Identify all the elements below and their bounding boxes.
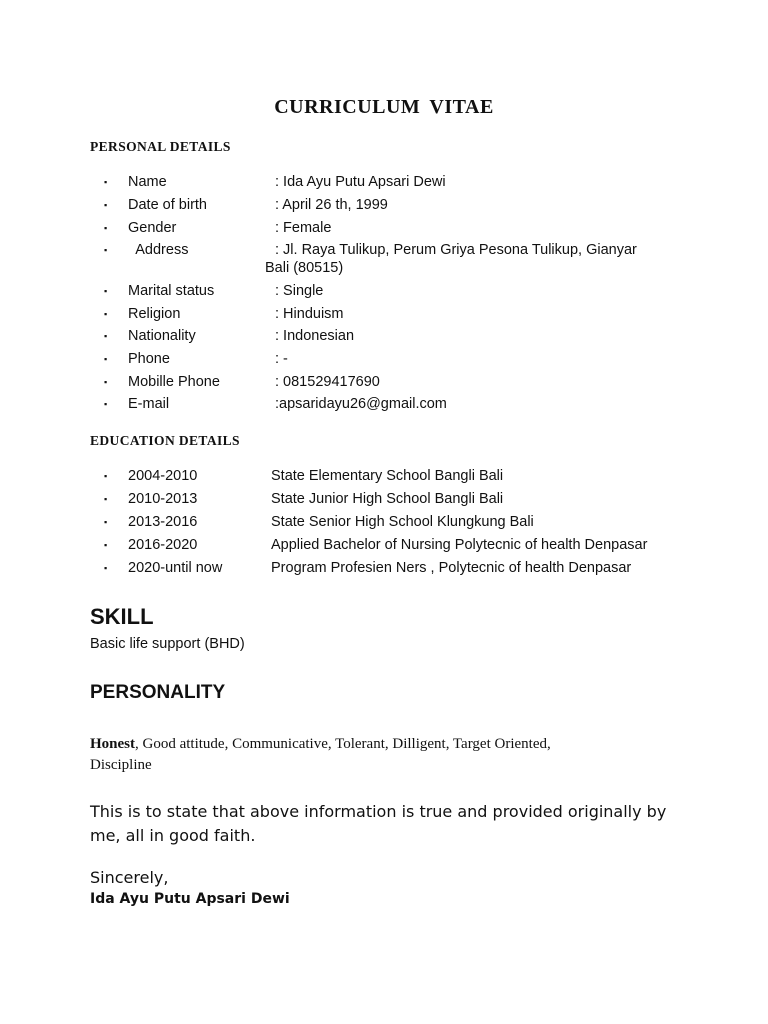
- personal-item-address: [0, 242, 768, 282]
- bullet-icon: ▪: [104, 200, 108, 210]
- personality-line1: , Good attitude, Communicative, Tolerant, Dilligent, Target Oriented,: [135, 736, 551, 752]
- item-label: E-mail: [128, 396, 170, 412]
- item-label: Phone: [128, 351, 170, 367]
- bullet-icon: ▪: [104, 540, 108, 550]
- item-value: : Ida Ayu Putu Apsari Dewi: [275, 174, 446, 190]
- education-years: 2010-2013: [128, 491, 198, 507]
- personal-item-phone: [0, 351, 768, 371]
- education-school: Program Profesien Ners , Polytecnic of health Denpasar: [271, 560, 632, 576]
- education-school: State Elementary School Bangli Bali: [271, 468, 504, 484]
- bullet-icon: ▪: [104, 399, 108, 409]
- bullet-icon: ▪: [104, 309, 108, 319]
- personal-item-mobile: [0, 374, 768, 394]
- item-value: : Female: [275, 220, 332, 236]
- skill-heading: SKILL: [90, 604, 154, 629]
- statement-line2: me, all in good faith.: [90, 826, 256, 845]
- item-label: Marital status: [128, 283, 215, 299]
- document-title: CURRICULUM VITAE: [274, 96, 494, 118]
- personal-item-nationality: [0, 328, 768, 348]
- bullet-icon: ▪: [104, 286, 108, 296]
- item-value: : April 26 th, 1999: [275, 197, 388, 213]
- item-label: Address: [128, 242, 189, 258]
- bullet-icon: ▪: [104, 223, 108, 233]
- personal-item-marital: [0, 283, 768, 303]
- item-value: : Indonesian: [275, 328, 355, 344]
- personal-item-religion: [0, 306, 768, 326]
- education-item: [0, 491, 768, 511]
- item-value: : -: [275, 351, 288, 367]
- item-label: Mobille Phone: [128, 374, 220, 390]
- education-school: Applied Bachelor of Nursing Polytecnic of health Denpasar: [271, 537, 648, 553]
- personal-item-email: [0, 396, 768, 416]
- education-school: State Senior High School Klungkung Bali: [271, 514, 534, 530]
- declaration-statement: [90, 800, 666, 848]
- education-item: [0, 514, 768, 534]
- education-item: [0, 560, 768, 580]
- bullet-icon: ▪: [104, 377, 108, 387]
- bullet-icon: ▪: [104, 471, 108, 481]
- personality-text: [90, 734, 551, 776]
- signature-name: Ida Ayu Putu Apsari Dewi: [90, 891, 290, 907]
- personal-item-dob: [0, 197, 768, 217]
- education-item: [0, 468, 768, 488]
- bullet-icon: ▪: [104, 517, 108, 527]
- bullet-icon: ▪: [104, 177, 108, 187]
- education-details-heading: EDUCATION DETAILS: [90, 433, 240, 448]
- personality-line2: Discipline: [90, 757, 152, 773]
- item-value: : Single: [275, 283, 324, 299]
- item-value: :apsaridayu26@gmail.com: [275, 396, 447, 412]
- education-years: 2020-until now: [128, 560, 223, 576]
- item-label: Name: [128, 174, 167, 190]
- item-value: : Hinduism: [275, 306, 344, 322]
- bullet-icon: ▪: [104, 354, 108, 364]
- education-years: 2004-2010: [128, 468, 198, 484]
- education-years: 2016-2020: [128, 537, 198, 553]
- item-value: : Jl. Raya Tulikup, Perum Griya Pesona Tulikup, Gianyar: [275, 242, 637, 258]
- item-label: Gender: [128, 220, 177, 236]
- personality-bold-word: Honest: [90, 736, 135, 752]
- education-years: 2013-2016: [128, 514, 198, 530]
- bullet-icon: ▪: [104, 331, 108, 341]
- personal-details-heading: PERSONAL DETAILS: [90, 139, 231, 154]
- personality-heading: PERSONALITY: [90, 682, 226, 703]
- education-item: [0, 537, 768, 557]
- closing-salutation: Sincerely,: [90, 868, 169, 887]
- bullet-icon: ▪: [104, 245, 108, 255]
- personal-item-name: [0, 174, 768, 194]
- item-label: Nationality: [128, 328, 196, 344]
- item-value-continued: Bali (80515): [265, 260, 344, 276]
- bullet-icon: ▪: [104, 563, 108, 573]
- bullet-icon: ▪: [104, 494, 108, 504]
- statement-line1: This is to state that above information is true and provided originally by: [90, 802, 667, 821]
- item-label: Date of birth: [128, 197, 207, 213]
- education-school: State Junior High School Bangli Bali: [271, 491, 504, 507]
- item-label: Religion: [128, 306, 181, 322]
- skill-text: Basic life support (BHD): [90, 636, 245, 652]
- item-value: : 081529417690: [275, 374, 380, 390]
- personal-item-gender: [0, 220, 768, 240]
